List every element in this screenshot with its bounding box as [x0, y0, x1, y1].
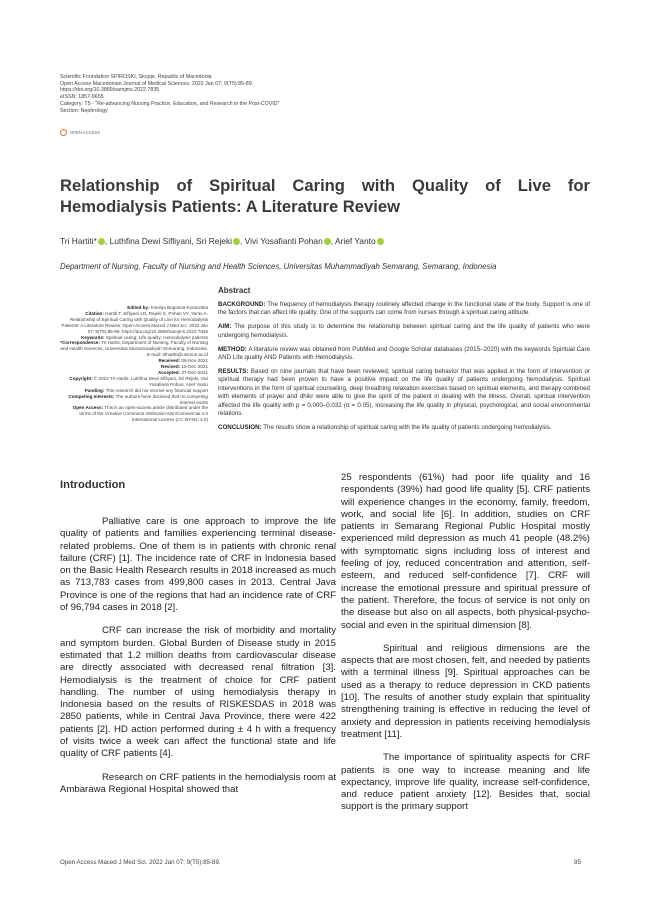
info-text: Ksenija Bogoeva-Kostovska — [150, 305, 208, 310]
article-title: Relationship of Spiritual Caring with Quality of Live for Hemodialysis Patients: A Literature Review — [60, 176, 590, 216]
paragraph: CRF can increase the risk of morbidity and mortality and symptom burden. Global Burden of Disease study in 2015 estimated that 1.2 million deaths from cardiovascular disease are directly associated with decreased renal filtration [3]. Hemodialysis is the treatment of choice for CRF patient handling. The number of using hemodialysis therapy in Indonesia based on the results of RISKESDAS in 2018 was 2850 patients, while in Central Java Province, there were 422 patients [2]. HD action performed during ± 4 h with a frequency of visits twice a week can affect the functional state and life quality of CRF patients [4]. — [60, 625, 336, 760]
introduction-heading: Introduction — [60, 479, 126, 491]
info-label: *Correspondence: — [60, 340, 100, 346]
abstract-text: The purpose of this study is to determine the relationship between spiritual caring and the life quality of patients who were undergoing hemodialysis. — [218, 323, 590, 339]
header-line: Scientific Foundation SPIROSKI, Skopje, Republic of Macedonia — [60, 74, 212, 80]
info-label: Received: — [158, 358, 181, 364]
abstract-section — [218, 346, 590, 363]
footer-citation: Open Access Maced J Med Sci. 2022 Jan 07; 9(T5):85-89. — [60, 859, 221, 866]
info-text: Spiritual caring; Life quality; Hemodialysis patients — [105, 334, 208, 340]
info-text: 06-Nov-2021 — [181, 358, 208, 364]
orcid-icon[interactable] — [98, 238, 105, 245]
info-label: Keywords: — [81, 334, 105, 340]
orcid-icon[interactable] — [377, 238, 384, 245]
author-name: Tri Hartiti* — [60, 236, 97, 246]
info-text: Hartiti T, Sifliyani LD, Rejeki S, Pohan VY, Yanto A. Relationship of Spiritual Caring with Quality of Live for Hemodialysis Patients: A Literature Review. Open-Access Maced J Med Sci. 2022 Jan 07; 9(T5):85-89. https://doi.org/10.3889/oamjms.2022.7835 — [61, 310, 208, 334]
journal-header — [60, 74, 279, 114]
open-access-icon — [60, 129, 67, 136]
header-doi[interactable]: https://doi.org/10.3889/oamjms.2022.7835 — [60, 87, 160, 94]
info-label: Revised: — [161, 364, 181, 370]
info-text: This research did not receive any financial support — [105, 387, 208, 393]
abstract-label: METHOD: — [218, 345, 247, 353]
info-label: Citation: — [85, 310, 104, 316]
paragraph: The importance of spirituality aspects for CRF patients is one way to increase meaning and life expectancy, improve life quality, increase self-confidence, and reduce patient anxiety [12]. Besides that, social support is the primary support — [341, 752, 590, 813]
info-text: 15-Dec-2021 — [181, 364, 208, 370]
orcid-icon[interactable] — [233, 238, 240, 245]
info-item — [60, 405, 208, 423]
info-label: Accepted: — [157, 369, 181, 375]
abstract-text: The results show a relationship of spiritual caring with the life quality of patients undergoing hemodialysis. — [263, 423, 552, 431]
article-info-sidebar — [60, 305, 208, 423]
abstract-text: The frequency of hemodialysis therapy routinely affected change in the functional state of the body. Support is one of the factors that can affect life quality. One of the supports can come from nurses through a spiritual caring attitude. — [218, 301, 590, 317]
author-name: Vivi Yosafianti Pohan — [244, 236, 323, 246]
paragraph: Research on CRF patients in the hemodialysis room at Ambarawa Regional Hospital showed that — [60, 771, 336, 795]
info-item — [60, 376, 208, 388]
info-label: Edited by: — [127, 305, 150, 310]
header-line: Category: T5 - "Re-advancing Nursing Practice, Education, and Research in the Post-COVID" — [60, 100, 280, 107]
author-list: Tri Hartiti* , Luthfina Dewi Sifliyani, Sri Rejeki , Vivi Yosafianti Pohan , Arief Yanto — [60, 236, 384, 246]
abstract-section — [218, 368, 590, 418]
info-text: Tri Hartiti, Department of Nursing, Faculty of Nursing and Health Sciences, Universitas Muhammadiyah Semarang, Indonesia. E-mail: trihartiti@unimus.ac.id — [60, 340, 208, 358]
open-access-label: OPEN ACCESS — [70, 129, 101, 135]
page-number: 85 — [574, 859, 581, 866]
info-label: Open Access: — [72, 405, 104, 411]
author-name: Arief Yanto — [334, 236, 376, 246]
abstract-label: BACKGROUND: — [218, 301, 266, 308]
info-text: © 2022 Tri Hartiti, Luthfina Dewi Sifliyani, Sri Rejeki, Vivi Yosafianti Pohan, Arief Yanto — [93, 375, 208, 387]
abstract-heading: Abstract — [218, 286, 251, 295]
abstract-body — [218, 301, 590, 438]
info-item — [60, 340, 208, 358]
abstract-section — [218, 323, 590, 340]
info-label: Copyright: — [69, 375, 93, 381]
header-line: Section: Nephrology — [60, 107, 108, 114]
header-line: eISSN: 1857-9655 — [60, 94, 104, 101]
abstract-text: A literature review was obtained from PubMed and Google Scholar databases (2015–2020) with the keywords Spiritual Care AND Life quality AND Patients with Hemodialysis. — [218, 345, 590, 362]
orcid-icon[interactable] — [324, 238, 331, 245]
body-column-right — [341, 472, 590, 814]
info-item — [60, 394, 208, 406]
affiliation: Department of Nursing, Faculty of Nursing and Health Sciences, Universitas Muhammadiyah Semarang, Semarang, Indonesia — [60, 262, 497, 271]
info-label: Funding: — [84, 387, 105, 393]
abstract-section — [218, 424, 590, 432]
info-item — [60, 311, 208, 335]
abstract-label: AIM: — [218, 323, 232, 331]
abstract-label: CONCLUSION: — [218, 423, 262, 431]
body-column-left — [60, 516, 336, 796]
paragraph: Palliative care is one approach to improve the life quality of patients and families experiencing terminal disease-related problems. One of them is in patients with chronic renal failure (CRF) [1]. The incidence rate of CRF in Indonesia based on the Basic Health Research results in 2018 increased as much as 713,783 cases from 499,800 cases in 2013. Central Java Province is one of the regions that had an incidence rate of CRF of 96,794 cases in 2018 [2]. — [60, 516, 336, 614]
author-name: Luthfina Dewi Sifliyani — [109, 236, 192, 246]
info-text: This is an open-access article distributed under the terms of the Creative Commons Attribution-NonCommercial 4.0 International License (CC BY-NC 4.0) — [79, 405, 208, 423]
info-text: The authors have declared that no competing interest exists — [115, 393, 208, 405]
paragraph: 25 respondents (61%) had poor life quality and 16 respondents (39%) had good life quality [5]. CRF patients will experience changes in the economy, family, freedom, work, and social life [6]. In addition, studies on CRF patients in Semarang Regional Public Hospital mostly experienced mild depression as much 41 people (48.2%) with symptomatic signs including loss of interest and feeling of joy, reduced concentration and attention, self-esteem, and reduced self-confidence [7]. CRF will increase the emotional pressure and spiritual pressure of the patient. Therefore, the focus of service is not only on the disease but also on all aspects, both physical-psycho-social and even in the spiritual dimension [8]. — [341, 472, 590, 631]
info-text: 27-Dec-2021 — [181, 369, 208, 375]
author-name: Sri Rejeki — [196, 236, 233, 246]
paragraph: Spiritual and religious dimensions are the aspects that are most chosen, felt, and needed by patients with a terminal illness [9]. Spiritual approaches can be used as a therapy to reduce depression in CKD patients [10]. The results of another study explain that spirituality strengthening training is effective in reducing the level of anxiety and depression in patients receiving hemodialysis treatment [11]. — [341, 642, 590, 740]
header-line: Open Access Macedonian Journal of Medical Sciences. 2022 Jan 07; 9(T5):85-89. — [60, 80, 254, 87]
abstract-section — [218, 301, 590, 318]
abstract-text: Based on nine journals that have been reviewed, spiritual caring behavior that was applied in the form of intervention or spiritual therapy had been proven to have a positive impact on the life quality of patients undergoing hemodialysis. Spiritual interventions in the form of spiritual counseling, deep breathing relaxation exercises based on spiritual elements, and therapy combined with elements of prayer and dhikr were able to give the spirit of the patient in dealing with the illness. Overall, spiritual intervention affected the life quality with p = 0.000–0.032 (α = 0.05), increasing the life quality in physical, psychological, and social environmental relations. — [218, 367, 590, 417]
open-access-logo — [60, 127, 108, 137]
abstract-label: RESULTS: — [218, 367, 249, 375]
info-label: Competing Interests: — [68, 393, 115, 399]
